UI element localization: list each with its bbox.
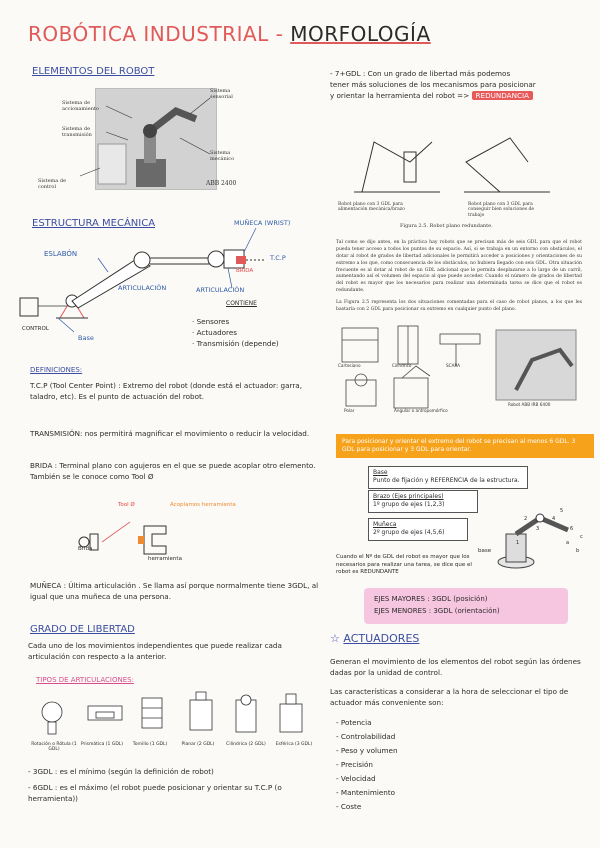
muneca-box-title: Muñeca [373,521,397,528]
robot-axes-figure [476,500,586,580]
label-control-box: CONTROL [22,326,49,332]
brazo-box [368,490,478,513]
base-box [368,466,528,489]
joint-label: Esférica (3 GDL) [275,742,313,747]
base-label: base [478,548,492,554]
gdl3-text: - 3GDL : es el mínimo (según la definición de robot) [28,767,214,776]
fig-caption: Figura 2.5. Robot plano redundante. [400,223,493,229]
list-item: - Peso y volumen [336,746,398,756]
cuando-text: Cuando el Nº de GDL del robot es mayor que los necesarios para realizar una tarea, se dice que el robot es REDUNDANTE [336,554,472,576]
axis-label: 5 [560,508,564,514]
def-transmision: TRANSMISIÓN: nos permitirá magnificar el movimiento o reducir la velocidad. [30,429,310,438]
muneca-box [368,518,468,541]
def-brida: BRIDA : Terminal plano con agujeros en el que se puede acoplar otro elemento. También se le conoce como Tool Ø [30,461,316,482]
list-item: - Velocidad [336,774,376,784]
joint-illustrations [30,690,320,738]
tipos-heading: TIPOS DE ARTICULACIONES: [36,676,134,684]
list-item: · Sensores [192,317,230,326]
diag-tool: Tool Ø [118,502,135,508]
base-box-text: Punto de fijación y REFERENCIA de la estructura. [373,477,520,485]
label-mecanico: Sistema mecánico [210,150,235,162]
label-articulacion-2: ARTICULACIÓN [196,286,245,294]
joint-labels [30,742,320,752]
gdl7-text: - 7+GDL : Con un grado de libertad más podemos tener más soluciones de los mecanismos para posicionar y orientar la herramienta del robot => REDUNDANCIA [330,69,536,101]
axis-label: a [566,540,570,546]
muneca-box-text: 2º grupo de ejes (4,5,6) [373,529,445,537]
label-muneca: MUÑECA (WRIST) [234,219,291,227]
joint-label: Rotación o Rótula (1 GDL) [31,742,77,752]
joint-label: Cilíndrica (2 GDL) [226,742,266,747]
list-item: - Potencia [336,718,372,727]
joint-label: Prismática (1 GDL) [80,742,124,747]
redundancia-badge: REDUNDANCIA [472,91,533,100]
actuadores-text1: Generan el movimiento de los elementos del robot según las órdenes dadas por la unidad de control. [330,657,581,678]
page-title [28,22,431,46]
orange-note: Para posicionar y orientar el extremo del robot se precisan al menos 6 GDL. 3 GDL para posicionar y 3 GDL para orientar. [336,434,594,458]
list-item: - Precisión [336,760,373,770]
joint-label: Tornillo (1 GDL) [132,742,168,747]
brazo-box-title: Brazo (Ejes principales) [373,493,444,500]
gdl6-text: - 6GDL : es el máximo (el robot puede posicionar y orientar su T.C.P (o herramienta)) [28,783,282,804]
axis-label: 1 [516,540,520,546]
list-item: · Transmisión (depende) [192,339,279,349]
actuadores-heading: ☆ ACTUADORES [330,632,420,645]
def-muneca: MUÑECA : Última articulación . Se llama así porque normalmente tiene 3GDL, al igual que una muñeca de una persona. [30,581,319,602]
star-icon: ☆ [330,632,340,645]
axis-label: 3 [536,526,540,532]
redundancia-paragraph: Tal como se dijo antes, en la práctica hay robots que se precisan más de seis GDL para que el robot pueda tener acceso a todos los puntos de su espacio. Así, si se trabaja en un entorno con obstáculos, el dotar al robot de grados de libertad adicionales le permitirá acceder a posiciones y orientaciones de su extremo a los que, como consecuencia de los obstáculos, no hubiera llegado con seis GDL. Otra situación frecuente es al dotar al robot de un GDL adicional que le permita desplazarse a lo largo de un carril, aumentando así el volumen del espacio al que puede acceder. Cuando el número de grados de libertad del robot es mayor que los necesarios para realizar una determinada tarea se dice que el robot es redundante. [336,240,582,294]
robot-label-abb: Robot ABB IRB 6400 [508,402,551,407]
label-leader-lines [60,88,260,198]
grado-heading: GRADO DE LIBERTAD [30,624,135,635]
label-base: Base [78,334,94,342]
label-contiene: CONTIENE [226,300,257,307]
robot-label-cilindrico: Cilíndrico [392,363,412,368]
robot-label-angular: Angular o antropomórfico [394,408,448,413]
ejes-box [364,588,568,624]
label-sensorial: Sistema sensorial [210,88,233,100]
definiciones-heading: DEFINICIONES: [30,366,83,374]
axis-label: c [580,534,583,540]
label-control: Sistema de control [38,178,67,190]
tipos-grid [30,690,320,760]
list-item: - Mantenimiento [336,788,396,798]
diag-brida: Brida [78,546,93,552]
axis-label: 2 [524,516,528,522]
ejes-menores: EJES MENORES : 3GDL (orientación) [374,606,500,615]
list-item: · Actuadores [192,328,238,338]
label-model: ABB 2400 [206,180,237,187]
fig-right-caption: Robot plano con 3 GDL para conseguir bien soluciones de trabajo [468,202,535,218]
axis-label: 6 [570,526,574,532]
contiene-list [192,316,322,349]
def-tcp: T.C.P (Tool Center Point) : Extremo del robot (donde está el actuador: garra, taladro, etc). Es el punto de actuación del robot. [30,381,302,402]
redundancia-paragraph-2: La Figura 2.5 representa los dos situaciones comentadas para el caso de robot planos, a los que les bastaría con 2 GDL para posicionar su extremo en cualquier punto del plano. [336,300,582,312]
joint-label: Planar (2 GDL) [181,742,215,747]
estructura-heading: ESTRUCTURA MECÁNICA [32,218,156,229]
label-accionamiento: Sistema de accionamiento [62,100,99,112]
robot-label-scara: SCARA [446,363,461,368]
robot-label-cartesiano: Cartesiano [338,363,361,368]
title-part1: ROBÓTICA INDUSTRIAL - [28,22,284,46]
robot-label-polar: Polar [344,408,355,413]
axis-label: b [576,548,580,554]
elementos-heading: ELEMENTOS DEL ROBOT [32,66,155,77]
base-box-title: Base [373,469,388,476]
label-tcp: T.C.P [270,254,286,262]
grado-text: Cada uno de los movimientos independientes que puede realizar cada articulación con respecto a la anterior. [28,641,282,662]
title-part2: MORFOLOGÍA [290,22,431,46]
actuadores-list [336,716,536,814]
diag-acoplamos: Acoplamos herramienta [170,502,236,508]
fig-left-caption: Robot plano con 3 GDL para alimentación mecánica/brazo [338,202,405,213]
ejes-mayores: EJES MAYORES : 3GDL (posición) [374,595,488,603]
list-item: - Coste [336,802,362,812]
brazo-box-text: 1º grupo de ejes (1,2,3) [373,501,445,509]
label-brida: BRIDA [236,268,254,274]
label-transmision: Sistema de transmisión [62,126,92,138]
actuadores-text2: Las características a considerar a la hora de seleccionar el tipo de actuador más conveniente son: [330,687,569,708]
label-eslabon: ESLABÓN [44,250,78,258]
redundant-robot-figure [340,122,560,202]
list-item: - Controlabilidad [336,732,396,742]
axis-label: 4 [552,516,556,522]
diag-herramienta: herramienta [148,556,182,562]
label-articulacion-1: ARTICULACIÓN [118,284,167,292]
